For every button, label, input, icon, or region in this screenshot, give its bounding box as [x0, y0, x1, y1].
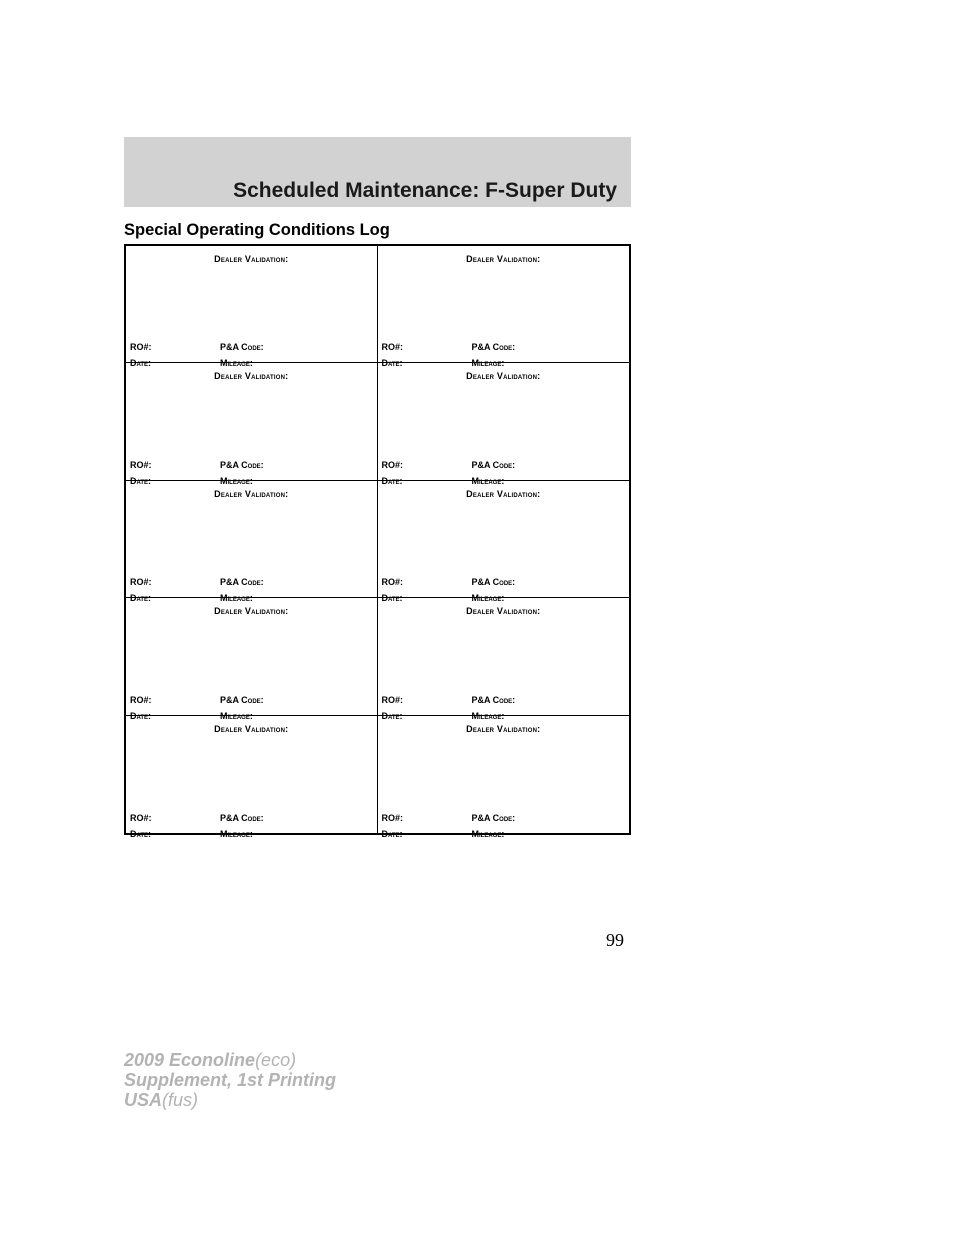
mileage-label: Mileage: — [220, 829, 253, 839]
date-label: Date: — [130, 593, 152, 604]
dealer-validation-label: Dealer Validation: — [214, 723, 289, 734]
footer-line-model — [124, 1050, 336, 1070]
log-entry-cell[interactable] — [378, 363, 630, 486]
date-label: Date: — [381, 475, 403, 486]
ro-label: RO#: — [381, 459, 404, 470]
footer-market: USA — [124, 1090, 163, 1110]
ro-label: RO#: — [130, 694, 152, 705]
dealer-validation-label: Dealer Validation: — [466, 723, 541, 734]
date-label: Date: — [130, 829, 152, 839]
dealer-validation-label: Dealer Validation: — [214, 488, 289, 499]
footer-line-printing — [124, 1070, 336, 1090]
pa-code-label: P&A Code: — [220, 342, 264, 353]
date-label: Date: — [381, 710, 403, 721]
date-label: Date: — [381, 829, 403, 839]
log-entry-cell[interactable] — [126, 481, 378, 604]
log-entry-cell[interactable] — [126, 363, 378, 486]
page-header-band — [124, 137, 631, 207]
date-label: Date: — [130, 475, 152, 486]
mileage-label: Mileage: — [471, 475, 505, 486]
date-label: Date: — [381, 593, 403, 604]
log-entry-cell[interactable] — [378, 246, 630, 369]
log-entry-cell[interactable] — [378, 598, 630, 721]
dealer-validation-label: Dealer Validation: — [466, 488, 541, 499]
mileage-label: Mileage: — [471, 358, 505, 369]
pa-code-label: P&A Code: — [471, 577, 516, 588]
date-label: Date: — [130, 710, 152, 721]
dealer-validation-label: Dealer Validation: — [466, 606, 541, 617]
mileage-label: Mileage: — [471, 710, 505, 721]
log-entry-cell[interactable] — [126, 246, 378, 369]
log-entry-cell[interactable] — [126, 598, 378, 721]
ro-label: RO#: — [381, 342, 404, 353]
ro-label: RO#: — [130, 813, 152, 823]
mileage-label: Mileage: — [471, 829, 505, 839]
print-footer — [124, 1050, 336, 1110]
pa-code-label: P&A Code: — [220, 577, 264, 588]
dealer-validation-label: Dealer Validation: — [466, 371, 541, 382]
log-entry-cell[interactable] — [378, 481, 630, 604]
mileage-label: Mileage: — [220, 710, 253, 721]
ro-label: RO#: — [130, 577, 152, 588]
section-heading: Special Operating Conditions Log — [124, 221, 390, 239]
footer-line-market — [124, 1090, 336, 1110]
page-header-title: Scheduled Maintenance: F-Super Duty — [233, 179, 617, 202]
dealer-validation-label: Dealer Validation: — [214, 254, 289, 264]
dealer-validation-label: Dealer Validation: — [466, 254, 541, 264]
mileage-label: Mileage: — [471, 593, 505, 604]
mileage-label: Mileage: — [220, 593, 253, 604]
date-label: Date: — [130, 358, 152, 369]
pa-code-label: P&A Code: — [471, 342, 516, 353]
footer-market-code: (fus) — [162, 1090, 199, 1110]
date-label: Date: — [381, 358, 403, 369]
mileage-label: Mileage: — [220, 358, 253, 369]
footer-model-code: (eco) — [255, 1050, 297, 1070]
log-entry-cell[interactable] — [126, 716, 378, 839]
ro-label: RO#: — [381, 813, 404, 823]
footer-printing: Supplement, 1st Printing — [124, 1070, 337, 1090]
pa-code-label: P&A Code: — [471, 459, 516, 470]
dealer-validation-label: Dealer Validation: — [214, 371, 289, 382]
mileage-label: Mileage: — [220, 475, 253, 486]
pa-code-label: P&A Code: — [471, 694, 516, 705]
ro-label: RO#: — [130, 342, 152, 353]
ro-label: RO#: — [381, 577, 404, 588]
page-number: 99 — [606, 930, 624, 950]
pa-code-label: P&A Code: — [220, 694, 264, 705]
footer-model: 2009 Econoline — [124, 1050, 256, 1070]
pa-code-label: P&A Code: — [220, 459, 264, 470]
ro-label: RO#: — [381, 694, 404, 705]
log-entry-cell[interactable] — [378, 716, 630, 839]
pa-code-label: P&A Code: — [471, 813, 516, 823]
maintenance-log-table — [124, 244, 631, 839]
pa-code-label: P&A Code: — [220, 813, 264, 823]
dealer-validation-label: Dealer Validation: — [214, 606, 289, 617]
ro-label: RO#: — [130, 459, 152, 470]
